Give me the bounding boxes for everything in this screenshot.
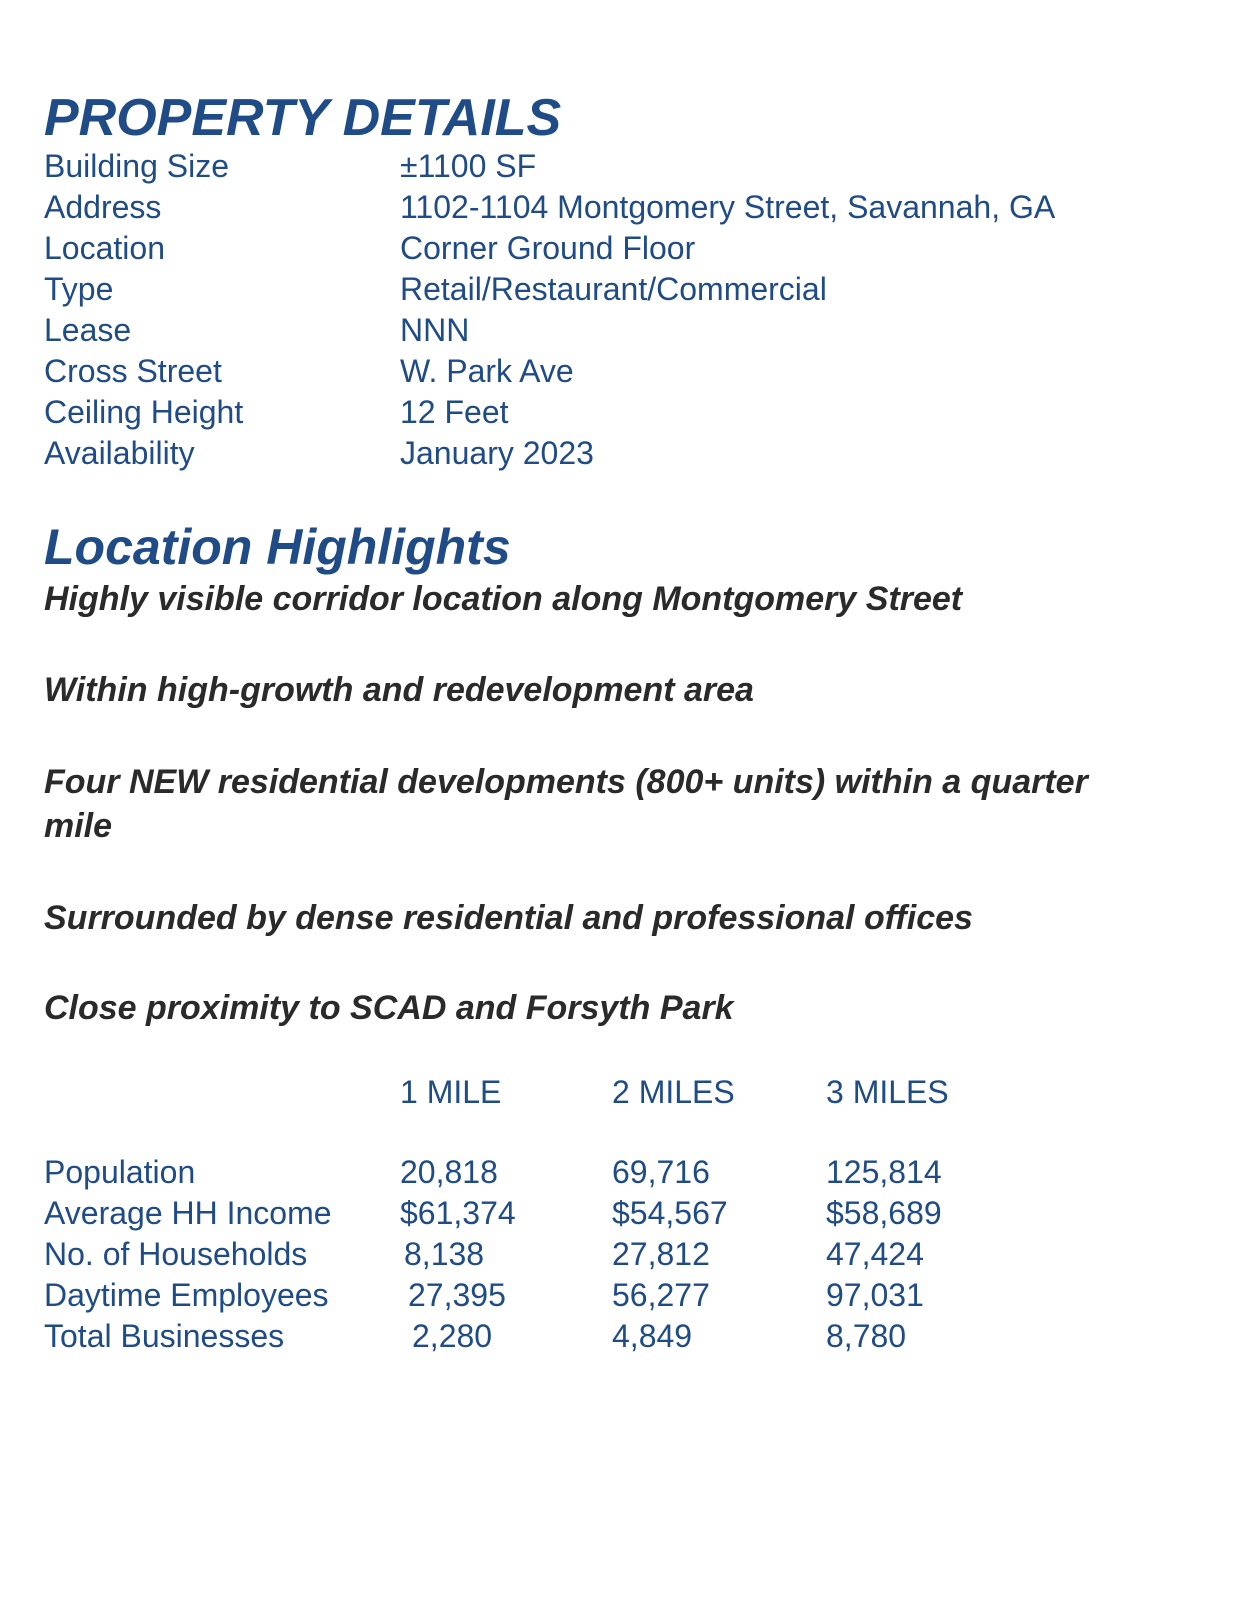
detail-row-building-size — [44, 146, 1204, 187]
cell-1-mile: 8,138 — [404, 1236, 485, 1272]
highlight-item: Four NEW residential developments (800+ units) within a quarter mile — [44, 763, 1088, 845]
table-row — [44, 1275, 1204, 1316]
highlight-item: Close proximity to SCAD and Forsyth Park — [44, 989, 734, 1027]
detail-row-address — [44, 187, 1204, 228]
column-header-3-miles: 3 MILES — [826, 1074, 949, 1110]
cell-2-miles: $54,567 — [612, 1195, 728, 1231]
detail-row-location — [44, 228, 1204, 269]
detail-value: W. Park Ave — [400, 353, 574, 389]
row-label: Average HH Income — [44, 1195, 332, 1231]
cell-3-miles: $58,689 — [826, 1195, 942, 1231]
detail-row-ceiling-height — [44, 392, 1204, 433]
highlight-item: Surrounded by dense residential and professional offices — [44, 899, 973, 937]
cell-1-mile: 20,818 — [400, 1154, 498, 1190]
detail-value: NNN — [400, 312, 470, 348]
cell-3-miles: 125,814 — [826, 1154, 942, 1190]
column-header-2-miles: 2 MILES — [612, 1074, 735, 1110]
table-row — [44, 1193, 1204, 1234]
detail-label: Location — [44, 230, 165, 266]
detail-row-cross-street — [44, 351, 1204, 392]
row-label: No. of Households — [44, 1236, 308, 1272]
spacer — [44, 1114, 1204, 1152]
detail-row-type — [44, 269, 1204, 310]
detail-label: Type — [44, 271, 114, 307]
detail-label: Building Size — [44, 148, 229, 184]
detail-row-lease — [44, 310, 1204, 351]
cell-2-miles: 69,716 — [612, 1154, 710, 1190]
detail-value: Corner Ground Floor — [400, 230, 696, 266]
cell-1-mile: $61,374 — [400, 1195, 516, 1231]
detail-value: January 2023 — [400, 435, 594, 471]
row-label: Population — [44, 1154, 196, 1190]
detail-label: Lease — [44, 312, 132, 348]
cell-2-miles: 56,277 — [612, 1277, 710, 1313]
cell-3-miles: 97,031 — [826, 1277, 924, 1313]
property-details-heading: PROPERTY DETAILS — [44, 89, 562, 147]
cell-3-miles: 47,424 — [826, 1236, 924, 1272]
location-highlights-heading: Location Highlights — [44, 519, 511, 575]
table-row — [44, 1234, 1204, 1275]
demographics-header-row — [44, 1070, 1204, 1114]
detail-value: ±1100 SF — [400, 148, 537, 184]
property-details-list — [44, 146, 1204, 474]
highlight-item: Within high-growth and redevelopment area — [44, 671, 754, 709]
cell-1-mile: 2,280 — [412, 1318, 493, 1354]
detail-label: Availability — [44, 435, 195, 471]
cell-3-miles: 8,780 — [826, 1318, 907, 1354]
cell-2-miles: 4,849 — [612, 1318, 693, 1354]
cell-2-miles: 27,812 — [612, 1236, 710, 1272]
demographics-table — [44, 1070, 1204, 1357]
cell-1-mile: 27,395 — [408, 1277, 506, 1313]
row-label: Daytime Employees — [44, 1277, 329, 1313]
detail-label: Cross Street — [44, 353, 222, 389]
detail-label: Ceiling Height — [44, 394, 244, 430]
table-row — [44, 1152, 1204, 1193]
detail-value: 12 Feet — [400, 394, 509, 430]
detail-value: 1102-1104 Montgomery Street, Savannah, GA — [400, 189, 1056, 225]
highlight-item: Highly visible corridor location along Montgomery Street — [44, 580, 963, 618]
table-row — [44, 1316, 1204, 1357]
column-header-1-mile: 1 MILE — [400, 1074, 502, 1110]
detail-label: Address — [44, 189, 162, 225]
row-label: Total Businesses — [44, 1318, 285, 1354]
detail-value: Retail/Restaurant/Commercial — [400, 271, 827, 307]
detail-row-availability — [44, 433, 1204, 474]
